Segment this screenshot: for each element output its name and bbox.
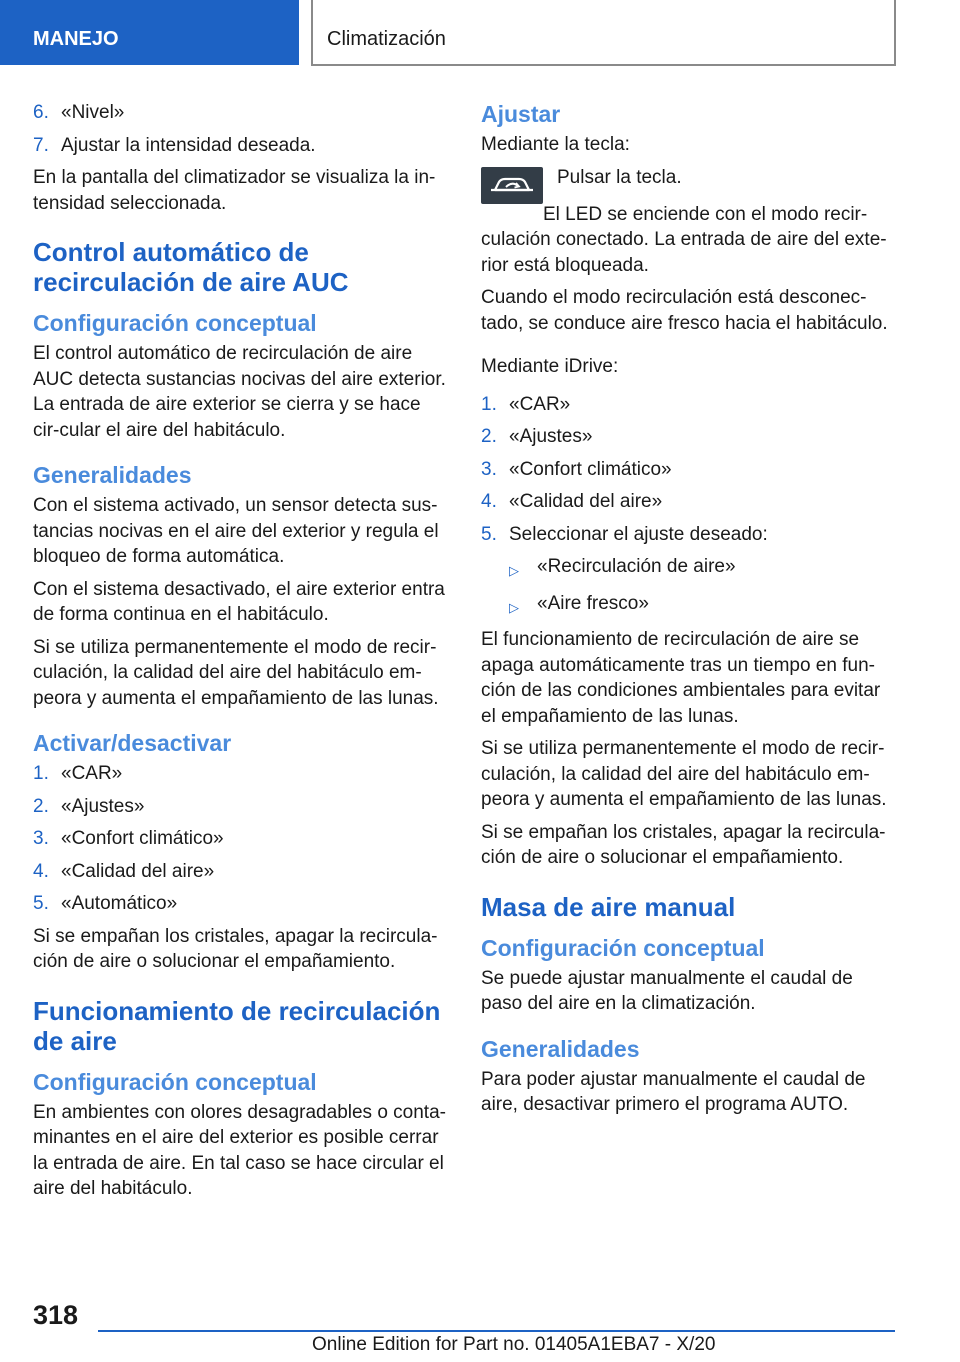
heading-recirculation: Funcionamiento de recirculación de aire xyxy=(33,995,441,1056)
triangle-bullet-icon: ▷ xyxy=(509,563,519,578)
paragraph-off: Cuando el modo recirculación está desconec‐tado, se conduce aire fresco hacia el habitáculo. xyxy=(481,287,888,334)
list-number: 5. xyxy=(481,523,497,545)
list-text: «Automático» xyxy=(61,893,178,914)
list-text: Seleccionar el ajuste deseado: xyxy=(509,523,768,545)
list-number: 2. xyxy=(33,795,49,817)
paragraph-recirculation: En ambientes con olores desagradables o conta‐minantes en el aire del exterior es posible cerrar la entrada de aire. En tal caso se hace circular el aire del habitáculo. xyxy=(33,1101,446,1199)
paragraph-intensity: En la pantalla del climatizador se visualiza la in‐tensidad seleccionada. xyxy=(33,167,436,214)
list-item xyxy=(33,859,448,885)
heading-manual: Masa de aire manual xyxy=(481,891,736,922)
list-number: 7. xyxy=(33,134,49,156)
paragraph-auto-off: El funcionamiento de recirculación de aire se apaga automáticamente tras un tiempo en fun‐ción de las condiciones ambientales para evitar el empañamiento de las lunas. xyxy=(481,629,881,727)
list-text: «Calidad del aire» xyxy=(61,860,215,882)
heading-concept: Configuración conceptual xyxy=(481,934,765,961)
footer-edition: Online Edition for Part no. 01405A1EBA7 - X/20 xyxy=(312,1334,716,1355)
list-number: 4. xyxy=(33,860,49,882)
list-text: «Ajustes» xyxy=(61,795,145,817)
list-item xyxy=(481,457,891,483)
list-number: 4. xyxy=(481,491,497,512)
car-recirculation-icon xyxy=(481,167,543,204)
list-item xyxy=(33,761,448,787)
paragraph-general-a: Con el sistema activado, un sensor detecta sus‐tancias nocivas en el aire del exterior y regula el bloqueo de forma automática. xyxy=(33,495,439,567)
footer-divider xyxy=(98,1330,895,1332)
list-item xyxy=(33,100,448,126)
list-item xyxy=(33,133,448,159)
list-text: «Nivel» xyxy=(61,102,125,123)
list-number: 3. xyxy=(481,458,497,480)
chapter-title: Climatización xyxy=(327,28,446,50)
list-number: 6. xyxy=(33,102,49,123)
paragraph-auc: El control automático de recirculación de aire AUC detecta sustancias nocivas del aire exterior. La entrada de aire exterior se cierra y se hace cir‐cular el aire del habitáculo. xyxy=(33,343,446,441)
list-text: «Calidad del aire» xyxy=(509,491,663,512)
list-number: 2. xyxy=(481,426,497,447)
heading-general: Generalidades xyxy=(33,462,192,488)
chapter-tab xyxy=(311,0,896,66)
paragraph-fog: Si se empañan los cristales, apagar la recircula‐ción de aire o solucionar el empañamiento. xyxy=(33,925,438,972)
right-column xyxy=(481,100,891,1125)
heading-auc: Control automático de recirculación de aire AUC xyxy=(33,237,349,297)
page-number: 318 xyxy=(33,1300,79,1330)
list-text: Ajustar la intensidad deseada. xyxy=(61,134,316,156)
list-item xyxy=(481,392,891,418)
key-instruction xyxy=(481,165,891,210)
paragraph-general-c: Si se utiliza permanentemente el modo de recir‐culación, la calidad del aire del habitáculo em‐peora y aumenta el empañamiento de las lunas. xyxy=(33,636,439,709)
paragraph-idrive: Mediante iDrive: xyxy=(481,356,619,377)
section-tab xyxy=(0,0,299,65)
key-press-text: Pulsar la tecla. xyxy=(557,166,682,188)
heading-concept: Configuración conceptual xyxy=(33,310,317,336)
paragraph-permanent: Si se utiliza permanentemente el modo de recir‐culación, la calidad del aire del habitáculo em‐peora y aumenta el empañamiento de las lunas. xyxy=(481,738,887,810)
list-item xyxy=(33,794,448,820)
sub-list-item xyxy=(481,591,891,621)
section-title: MANEJO xyxy=(33,28,119,50)
list-text: «CAR» xyxy=(61,763,123,784)
list-item xyxy=(481,522,891,548)
paragraph-general-b: Con el sistema desactivado, el aire exterior entra de forma continua en el habitáculo. xyxy=(33,578,445,625)
heading-general: Generalidades xyxy=(481,1035,640,1062)
heading-adjust: Ajustar xyxy=(481,101,561,127)
list-number: 5. xyxy=(33,893,49,914)
list-text: «Recirculación de aire» xyxy=(537,556,736,577)
paragraph-manual: Se puede ajustar manualmente el caudal de paso del aire en la climatización. xyxy=(481,967,853,1014)
list-item xyxy=(33,826,448,852)
list-number: 3. xyxy=(33,828,49,849)
list-text: «Ajustes» xyxy=(509,426,593,447)
left-column xyxy=(33,100,448,1209)
list-number: 1. xyxy=(481,393,497,415)
list-item xyxy=(481,489,891,515)
paragraph-key-intro: Mediante la tecla: xyxy=(481,134,630,155)
paragraph-manual-general: Para poder ajustar manualmente el caudal de aire, desactivar primero el programa AUTO. xyxy=(481,1068,866,1115)
heading-concept: Configuración conceptual xyxy=(33,1068,317,1095)
list-number: 1. xyxy=(33,763,49,784)
list-text: «CAR» xyxy=(509,393,571,415)
list-item xyxy=(33,891,448,917)
triangle-bullet-icon: ▷ xyxy=(509,599,519,615)
sub-list-item xyxy=(481,554,891,584)
list-text: «Confort climático» xyxy=(61,828,224,849)
paragraph-fog: Si se empañan los cristales, apagar la recircula‐ción de aire o solucionar el empañamiento. xyxy=(481,821,886,868)
list-text: «Confort climático» xyxy=(509,458,672,480)
paragraph-key-led: El LED se enciende con el modo recir‐culación conectado. La entrada de aire del exte‐rior está bloqueada. xyxy=(481,203,887,276)
list-text: «Aire fresco» xyxy=(537,592,649,614)
list-item xyxy=(481,424,891,450)
heading-toggle: Activar/desactivar xyxy=(33,730,232,756)
